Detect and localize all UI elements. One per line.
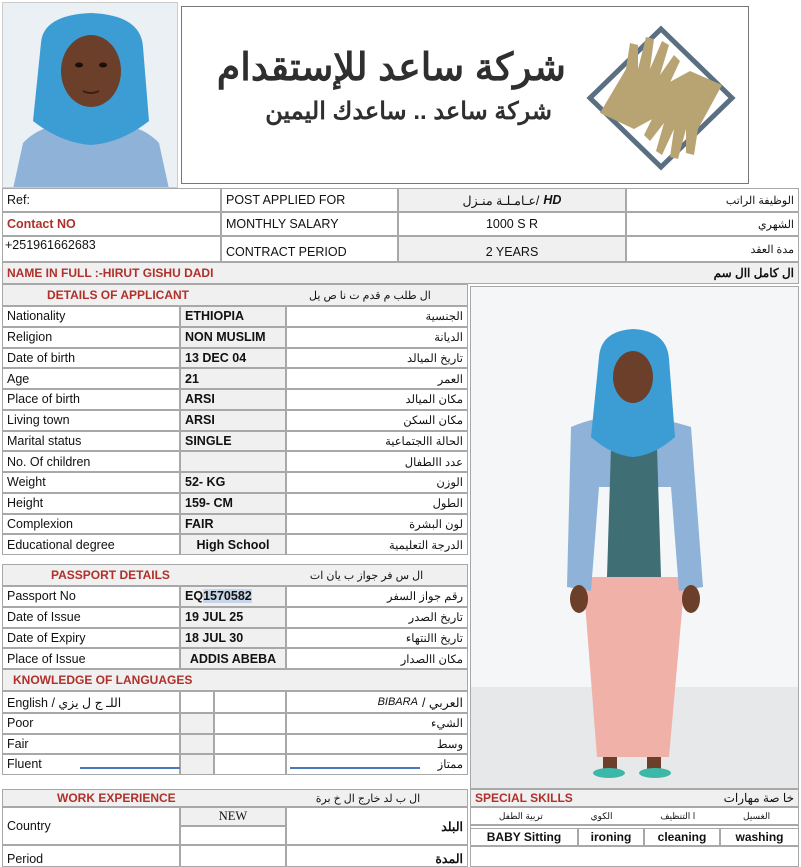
applicant-row-label-ar: الديانة [286, 327, 468, 348]
work-section-header [2, 789, 468, 807]
applicant-row-value: 159- CM [180, 493, 286, 514]
applicant-row-label: Living town [2, 410, 180, 431]
passport-title: PASSPORT DETAILS [51, 568, 170, 582]
applicant-row-label: Nationality [2, 306, 180, 327]
applicant-title-ar: ال طلب م قدم ت نا ص يل [309, 289, 431, 302]
lang-level-english-2 [214, 713, 286, 734]
company-name: شركة ساعد للإستقدام [216, 47, 566, 89]
salary-label: MONTHLY SALARY [221, 212, 398, 236]
applicant-row-label: Date of birth [2, 348, 180, 369]
country-label-ar: البلد [286, 807, 468, 845]
applicant-row-label-ar: تاريخ الميالد [286, 348, 468, 369]
applicant-row-label-ar: مكان السكن [286, 410, 468, 431]
applicant-row-label-ar: مكان الميالد [286, 389, 468, 410]
skill-cleaning: cleaning [644, 828, 720, 846]
applicant-row-label: Educational degree [2, 534, 180, 555]
skills-title-ar: خا صة مهارات [723, 791, 794, 805]
applicant-row-value: SINGLE [180, 431, 286, 452]
applicant-full-body-photo [470, 286, 799, 789]
english-header: English / اللـ ج ل يزي [2, 691, 180, 713]
skill-ar-2: ا التنظيف [660, 810, 696, 821]
applicant-row-label: Marital status [2, 431, 180, 452]
skill-ar-1: الغسيل [743, 810, 771, 821]
applicant-row-value: ARSI [180, 410, 286, 431]
languages-section-header [2, 669, 468, 691]
skills-arabic-row [470, 807, 799, 825]
company-slogan: شركة ساعد .. ساعدك اليمين [265, 98, 552, 125]
applicant-title: DETAILS OF APPLICANT [47, 288, 189, 302]
skill-ironing: ironing [578, 828, 644, 846]
applicant-row-label: Age [2, 368, 180, 389]
contract-value: 2 YEARS [398, 236, 626, 262]
applicant-row-label-ar: الطول [286, 493, 468, 514]
lang-level-english-1 [180, 734, 214, 755]
post-applied-value [398, 188, 626, 212]
passport-row-value: 19 JUL 25 [180, 607, 286, 628]
full-name-label: NAME IN FULL :-HIRUT GISHU DADI [7, 266, 214, 280]
skill-ar-3: الكوي [590, 810, 613, 821]
passport-number-digits: 1570582 [203, 589, 252, 604]
passport-row-value: ADDIS ABEBA [180, 648, 286, 669]
arabic-header [286, 691, 468, 713]
languages-title: KNOWLEDGE OF LANGUAGES [13, 673, 193, 687]
lang-level-label-ar: ممتاز [286, 754, 468, 775]
passport-number-value [180, 586, 286, 607]
applicant-row-value [180, 451, 286, 472]
contact-value: +251961662683 [2, 236, 221, 262]
passport-row-label: Date of Issue [2, 607, 180, 628]
passport-row-label: Place of Issue [2, 648, 180, 669]
passport-row-label-ar: تاريخ الصدر [286, 607, 468, 628]
applicant-row-label: No. Of children [2, 451, 180, 472]
passport-row-label-ar: رقم جواز السفر [286, 586, 468, 607]
passport-row-label: Date of Expiry [2, 628, 180, 649]
applicant-row-label-ar: الحالة االجتماعية [286, 431, 468, 452]
passport-number-prefix: EQ [185, 589, 204, 604]
post-applied-label: POST APPLIED FOR [221, 188, 398, 212]
applicant-row-value: 13 DEC 04 [180, 348, 286, 369]
arabic-header-label: العربي / [421, 695, 463, 710]
contact-label: Contact NO [2, 212, 221, 236]
fluent-underline-en [80, 767, 180, 769]
passport-row-value: 18 JUL 30 [180, 628, 286, 649]
work-title-ar: ال ب لد خارج ال خ برة [315, 792, 421, 805]
skill-ar-4: تربية الطفل [498, 810, 543, 821]
lang-level-english-2 [214, 734, 286, 755]
contract-label: CONTRACT PERIOD [221, 236, 398, 262]
skill-baby-sitting: BABY Sitting [470, 828, 578, 846]
lang-level-label: Poor [2, 713, 180, 734]
skills-checks-row [470, 846, 799, 867]
applicant-row-value: ETHIOPIA [180, 306, 286, 327]
ref-label: Ref: [2, 188, 221, 212]
salary-label-ar: الشهري [626, 212, 799, 236]
hands-logo-icon [586, 25, 736, 171]
lang-level-label-ar: الشيء [286, 713, 468, 734]
applicant-section-header [2, 284, 468, 306]
contract-label-ar: مدة العقد [626, 236, 799, 262]
applicant-row-value: High School [180, 534, 286, 555]
full-name-row [2, 262, 799, 284]
post-value-en: HD [543, 193, 562, 207]
applicant-row-label-ar: عدد االطفال [286, 451, 468, 472]
lang-level-label: Fluent [2, 754, 180, 775]
applicant-portrait [2, 2, 178, 188]
applicant-row-label: Religion [2, 327, 180, 348]
country-label: Country [2, 807, 180, 845]
period-value [180, 845, 286, 867]
applicant-row-value: FAIR [180, 514, 286, 535]
applicant-row-value: NON MUSLIM [180, 327, 286, 348]
applicant-row-label: Place of birth [2, 389, 180, 410]
portrait-photo-icon [3, 3, 178, 188]
header-banner [181, 6, 749, 184]
skills-title: SPECIAL SKILLS [475, 791, 573, 805]
applicant-row-value: 52- KG [180, 472, 286, 493]
salary-value: 1000 S R [398, 212, 626, 236]
applicant-row-value: 21 [180, 368, 286, 389]
work-title: WORK EXPERIENCE [57, 791, 176, 805]
applicant-row-label: Weight [2, 472, 180, 493]
passport-row-label: Passport No [2, 586, 180, 607]
applicant-row-label-ar: لون البشرة [286, 514, 468, 535]
skill-washing: washing [720, 828, 799, 846]
full-name-label-ar: ال كامل اال سم [713, 266, 794, 280]
country-value-blank [180, 826, 286, 845]
post-value-ar: عـامـلـة منـزل/ [462, 193, 540, 208]
passport-section-header [2, 564, 468, 586]
applicant-row-label-ar: الوزن [286, 472, 468, 493]
lang-level-english-1 [180, 754, 214, 775]
applicant-row-label-ar: العمر [286, 368, 468, 389]
applicant-row-label: Height [2, 493, 180, 514]
passport-title-ar: ال س فر جواز ب يان ات [309, 569, 424, 582]
lang-level-english-2 [214, 754, 286, 775]
period-label: Period [2, 845, 180, 867]
post-label-ar: الوظيفة الراتب [626, 188, 799, 212]
applicant-row-label-ar: الجنسية [286, 306, 468, 327]
passport-row-label-ar: مكان االصدار [286, 648, 468, 669]
full-body-photo-icon [471, 287, 799, 789]
applicant-row-value: ARSI [180, 389, 286, 410]
passport-row-label-ar: تاريخ االنتهاء [286, 628, 468, 649]
applicant-row-label: Complexion [2, 514, 180, 535]
lang-level-label: Fair [2, 734, 180, 755]
applicant-row-label-ar: الدرجة التعليمية [286, 534, 468, 555]
country-value: NEW [180, 807, 286, 826]
lang-level-english-1 [180, 713, 214, 734]
arabic-header-value: BIBARA [377, 696, 418, 708]
lang-level-label-ar: وسط [286, 734, 468, 755]
lang-english-col1 [180, 691, 214, 713]
skills-section-header [470, 789, 799, 807]
fluent-underline-ar [290, 767, 420, 769]
lang-english-col2 [214, 691, 286, 713]
period-label-ar: المدة [286, 845, 468, 867]
